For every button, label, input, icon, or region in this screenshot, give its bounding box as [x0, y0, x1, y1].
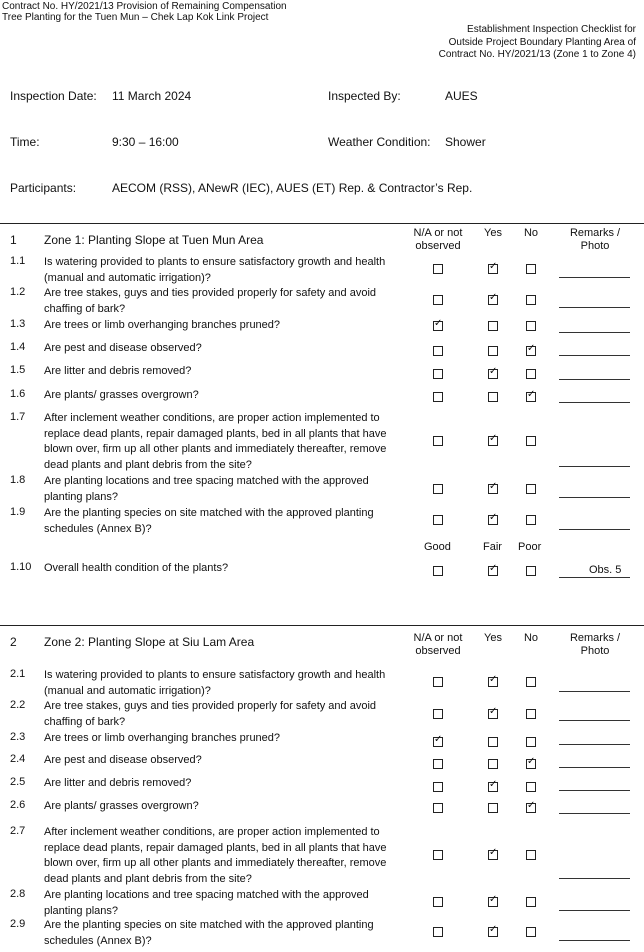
item-number: 2.2	[10, 699, 26, 711]
zone2-col-na: N/A or not observed	[413, 632, 463, 657]
checkbox-no[interactable]	[526, 897, 536, 907]
remarks-field[interactable]	[559, 466, 630, 467]
item-number: 2.9	[10, 918, 26, 930]
zone2-col-yes: Yes	[484, 632, 502, 644]
item-question: Are pest and disease observed?	[44, 342, 202, 354]
checkbox-yes[interactable]	[488, 264, 498, 274]
checkbox-na[interactable]	[433, 803, 443, 813]
item-question: Are pest and disease observed?	[44, 754, 202, 766]
item-number: 1.6	[10, 388, 26, 400]
checkbox-yes[interactable]	[488, 295, 498, 305]
checkbox-no[interactable]	[526, 515, 536, 525]
zone2-col-no: No	[523, 632, 539, 644]
checkbox-yes[interactable]	[488, 392, 498, 402]
checkbox-no[interactable]	[526, 566, 536, 576]
item-number: 1.7	[10, 411, 26, 423]
remarks-field[interactable]	[559, 720, 630, 721]
checkbox-yes[interactable]	[488, 803, 498, 813]
checklist-title	[439, 24, 636, 62]
zone2-col-remarks: Remarks / Photo	[569, 632, 621, 657]
item-question: Are tree stakes, guys and ties provided properly for safety and avoid chaffing of bark?	[44, 287, 377, 315]
checkbox-yes[interactable]	[488, 737, 498, 747]
zone1-col-fair: Fair	[483, 541, 502, 553]
item-question: Are trees or limb overhanging branches pruned?	[44, 732, 281, 744]
weather-label: Weather Condition:	[328, 135, 431, 149]
checkbox-na[interactable]	[433, 295, 443, 305]
zone1-col-poor: Poor	[518, 541, 542, 553]
item-question: Overall health condition of the plants?	[44, 562, 229, 574]
item-question: Are trees or limb overhanging branches pruned?	[44, 319, 281, 331]
zone1-divider	[0, 223, 644, 224]
checklist-title-line1: Establishment Inspection Checklist for	[467, 24, 636, 35]
checkbox-yes[interactable]	[488, 566, 498, 576]
item-question: Are tree stakes, guys and ties provided properly for safety and avoid chaffing of bark?	[44, 700, 377, 728]
contract-title-line1: Contract No. HY/2021/13 Provision of Remaining Compensation	[2, 1, 287, 12]
checkbox-no[interactable]	[526, 850, 536, 860]
item-number: 2.4	[10, 753, 26, 765]
checkbox-yes[interactable]	[488, 850, 498, 860]
item-number: 1.1	[10, 255, 26, 267]
checkbox-no[interactable]	[526, 709, 536, 719]
checkbox-no[interactable]	[526, 737, 536, 747]
remarks-text: Obs. 5	[589, 564, 622, 576]
checkbox-yes[interactable]	[488, 484, 498, 494]
checkbox-no[interactable]	[526, 264, 536, 274]
zone2-number: 2	[10, 635, 17, 649]
item-question: Are planting locations and tree spacing matched with the approved planting plans?	[44, 889, 369, 917]
checkbox-yes[interactable]	[488, 709, 498, 719]
item-question: Are planting locations and tree spacing matched with the approved planting plans?	[44, 475, 369, 503]
item-number: 2.5	[10, 776, 26, 788]
checkbox-yes[interactable]	[488, 346, 498, 356]
item-number: 2.7	[10, 825, 26, 837]
remarks-field[interactable]	[559, 332, 630, 333]
zone2-divider	[0, 625, 644, 626]
item-number: 1.4	[10, 341, 26, 353]
zone2-title: Zone 2: Planting Slope at Siu Lam Area	[44, 635, 255, 649]
item-question: After inclement weather conditions, are proper action implemented to replace dead plants, repair damaged plants, bed in all plants that have blown over, firm up all other plants and immediately thereafter, remove dead plants and plant debris from the site?	[44, 826, 387, 885]
item-number: 1.9	[10, 506, 26, 518]
remarks-field[interactable]	[559, 307, 630, 308]
item-question: Is watering provided to plants to ensure satisfactory growth and health (manual and automatic irrigation)?	[44, 256, 386, 284]
checkbox-yes[interactable]	[488, 759, 498, 769]
item-question: Are the planting species on site matched with the approved planting schedules (Annex B)?	[44, 507, 374, 535]
checklist-title-line3: Contract No. HY/2021/13 (Zone 1 to Zone 4)	[438, 49, 636, 60]
remarks-field[interactable]	[559, 402, 630, 403]
item-question: Is watering provided to plants to ensure satisfactory growth and health (manual and automatic irrigation)?	[44, 669, 386, 697]
remarks-field[interactable]	[559, 878, 630, 879]
remarks-field[interactable]	[559, 379, 630, 380]
checkbox-na[interactable]	[433, 484, 443, 494]
item-number: 1.10	[10, 561, 32, 573]
checkbox-na[interactable]	[433, 759, 443, 769]
item-number: 1.2	[10, 286, 26, 298]
inspected-by-value: AUES	[445, 89, 478, 103]
item-number: 1.3	[10, 318, 26, 330]
checkbox-na[interactable]	[433, 392, 443, 402]
zone1-col-na: N/A or not observed	[413, 227, 463, 252]
remarks-field[interactable]	[559, 529, 630, 530]
item-question: Are plants/ grasses overgrown?	[44, 800, 199, 812]
checkbox-na[interactable]	[433, 321, 443, 331]
checkbox-no[interactable]	[526, 677, 536, 687]
participants-value: AECOM (RSS), ANewR (IEC), AUES (ET) Rep. & Contractor’s Rep.	[112, 181, 473, 195]
remarks-field[interactable]	[559, 691, 630, 692]
weather-value: Shower	[445, 135, 486, 149]
zone1-col-yes: Yes	[484, 227, 502, 239]
checkbox-yes[interactable]	[488, 927, 498, 937]
remarks-field[interactable]	[559, 910, 630, 911]
checkbox-yes[interactable]	[488, 897, 498, 907]
item-number: 2.8	[10, 888, 26, 900]
checkbox-na[interactable]	[433, 566, 443, 576]
time-label: Time:	[10, 135, 40, 149]
item-number: 2.1	[10, 668, 26, 680]
item-question: Are litter and debris removed?	[44, 777, 192, 789]
item-number: 2.3	[10, 731, 26, 743]
item-question: After inclement weather conditions, are proper action implemented to replace dead plants, repair damaged plants, bed in all plants that have blown over, firm up all other plants and immediately thereafter, remove dead plants and plant debris from the site?	[44, 412, 387, 471]
remarks-field[interactable]	[559, 790, 630, 791]
checkbox-yes[interactable]	[488, 515, 498, 525]
checkbox-no[interactable]	[526, 369, 536, 379]
remarks-field[interactable]	[559, 940, 630, 941]
checkbox-na[interactable]	[433, 515, 443, 525]
zone1-col-good: Good	[424, 541, 451, 553]
checkbox-na[interactable]	[433, 850, 443, 860]
checkbox-no[interactable]	[526, 927, 536, 937]
inspection-date-value: 11 March 2024	[112, 89, 192, 103]
checkbox-na[interactable]	[433, 709, 443, 719]
checkbox-no[interactable]	[526, 484, 536, 494]
item-number: 2.6	[10, 799, 26, 811]
remarks-field[interactable]	[559, 355, 630, 356]
zone1-number: 1	[10, 233, 17, 247]
item-number: 1.5	[10, 364, 26, 376]
checkbox-yes[interactable]	[488, 782, 498, 792]
remarks-field[interactable]	[559, 497, 630, 498]
checkbox-no[interactable]	[526, 803, 536, 813]
checkbox-na[interactable]	[433, 927, 443, 937]
item-question: Are plants/ grasses overgrown?	[44, 389, 199, 401]
checkbox-na[interactable]	[433, 897, 443, 907]
checkbox-no[interactable]	[526, 782, 536, 792]
checkbox-no[interactable]	[526, 392, 536, 402]
checkbox-no[interactable]	[526, 759, 536, 769]
checkbox-no[interactable]	[526, 295, 536, 305]
checkbox-yes[interactable]	[488, 321, 498, 331]
checkbox-na[interactable]	[433, 436, 443, 446]
remarks-field[interactable]	[559, 767, 630, 768]
checkbox-na[interactable]	[433, 677, 443, 687]
zone1-col-remarks: Remarks / Photo	[569, 227, 621, 252]
checkbox-na[interactable]	[433, 369, 443, 379]
zone1-title: Zone 1: Planting Slope at Tuen Mun Area	[44, 233, 264, 247]
item-question: Are litter and debris removed?	[44, 365, 192, 377]
remarks-field[interactable]	[559, 577, 630, 578]
zone1-col-no: No	[523, 227, 539, 239]
item-number: 1.8	[10, 474, 26, 486]
remarks-field[interactable]	[559, 744, 630, 745]
checkbox-yes[interactable]	[488, 369, 498, 379]
checkbox-yes[interactable]	[488, 436, 498, 446]
checkbox-no[interactable]	[526, 321, 536, 331]
participants-label: Participants:	[10, 181, 77, 195]
checkbox-na[interactable]	[433, 264, 443, 274]
checkbox-no[interactable]	[526, 436, 536, 446]
inspected-by-label: Inspected By:	[328, 89, 401, 103]
contract-title-line2: Tree Planting for the Tuen Mun – Chek Lap Kok Link Project	[2, 12, 269, 23]
remarks-field[interactable]	[559, 277, 630, 278]
checkbox-no[interactable]	[526, 346, 536, 356]
remarks-field[interactable]	[559, 813, 630, 814]
checkbox-na[interactable]	[433, 782, 443, 792]
checkbox-na[interactable]	[433, 346, 443, 356]
inspection-date-label: Inspection Date:	[10, 89, 97, 103]
checkbox-na[interactable]	[433, 737, 443, 747]
checkbox-yes[interactable]	[488, 677, 498, 687]
checklist-title-line2: Outside Project Boundary Planting Area of	[448, 36, 636, 48]
time-value: 9:30 – 16:00	[112, 135, 179, 149]
item-question: Are the planting species on site matched with the approved planting schedules (Annex B)?	[44, 919, 374, 947]
